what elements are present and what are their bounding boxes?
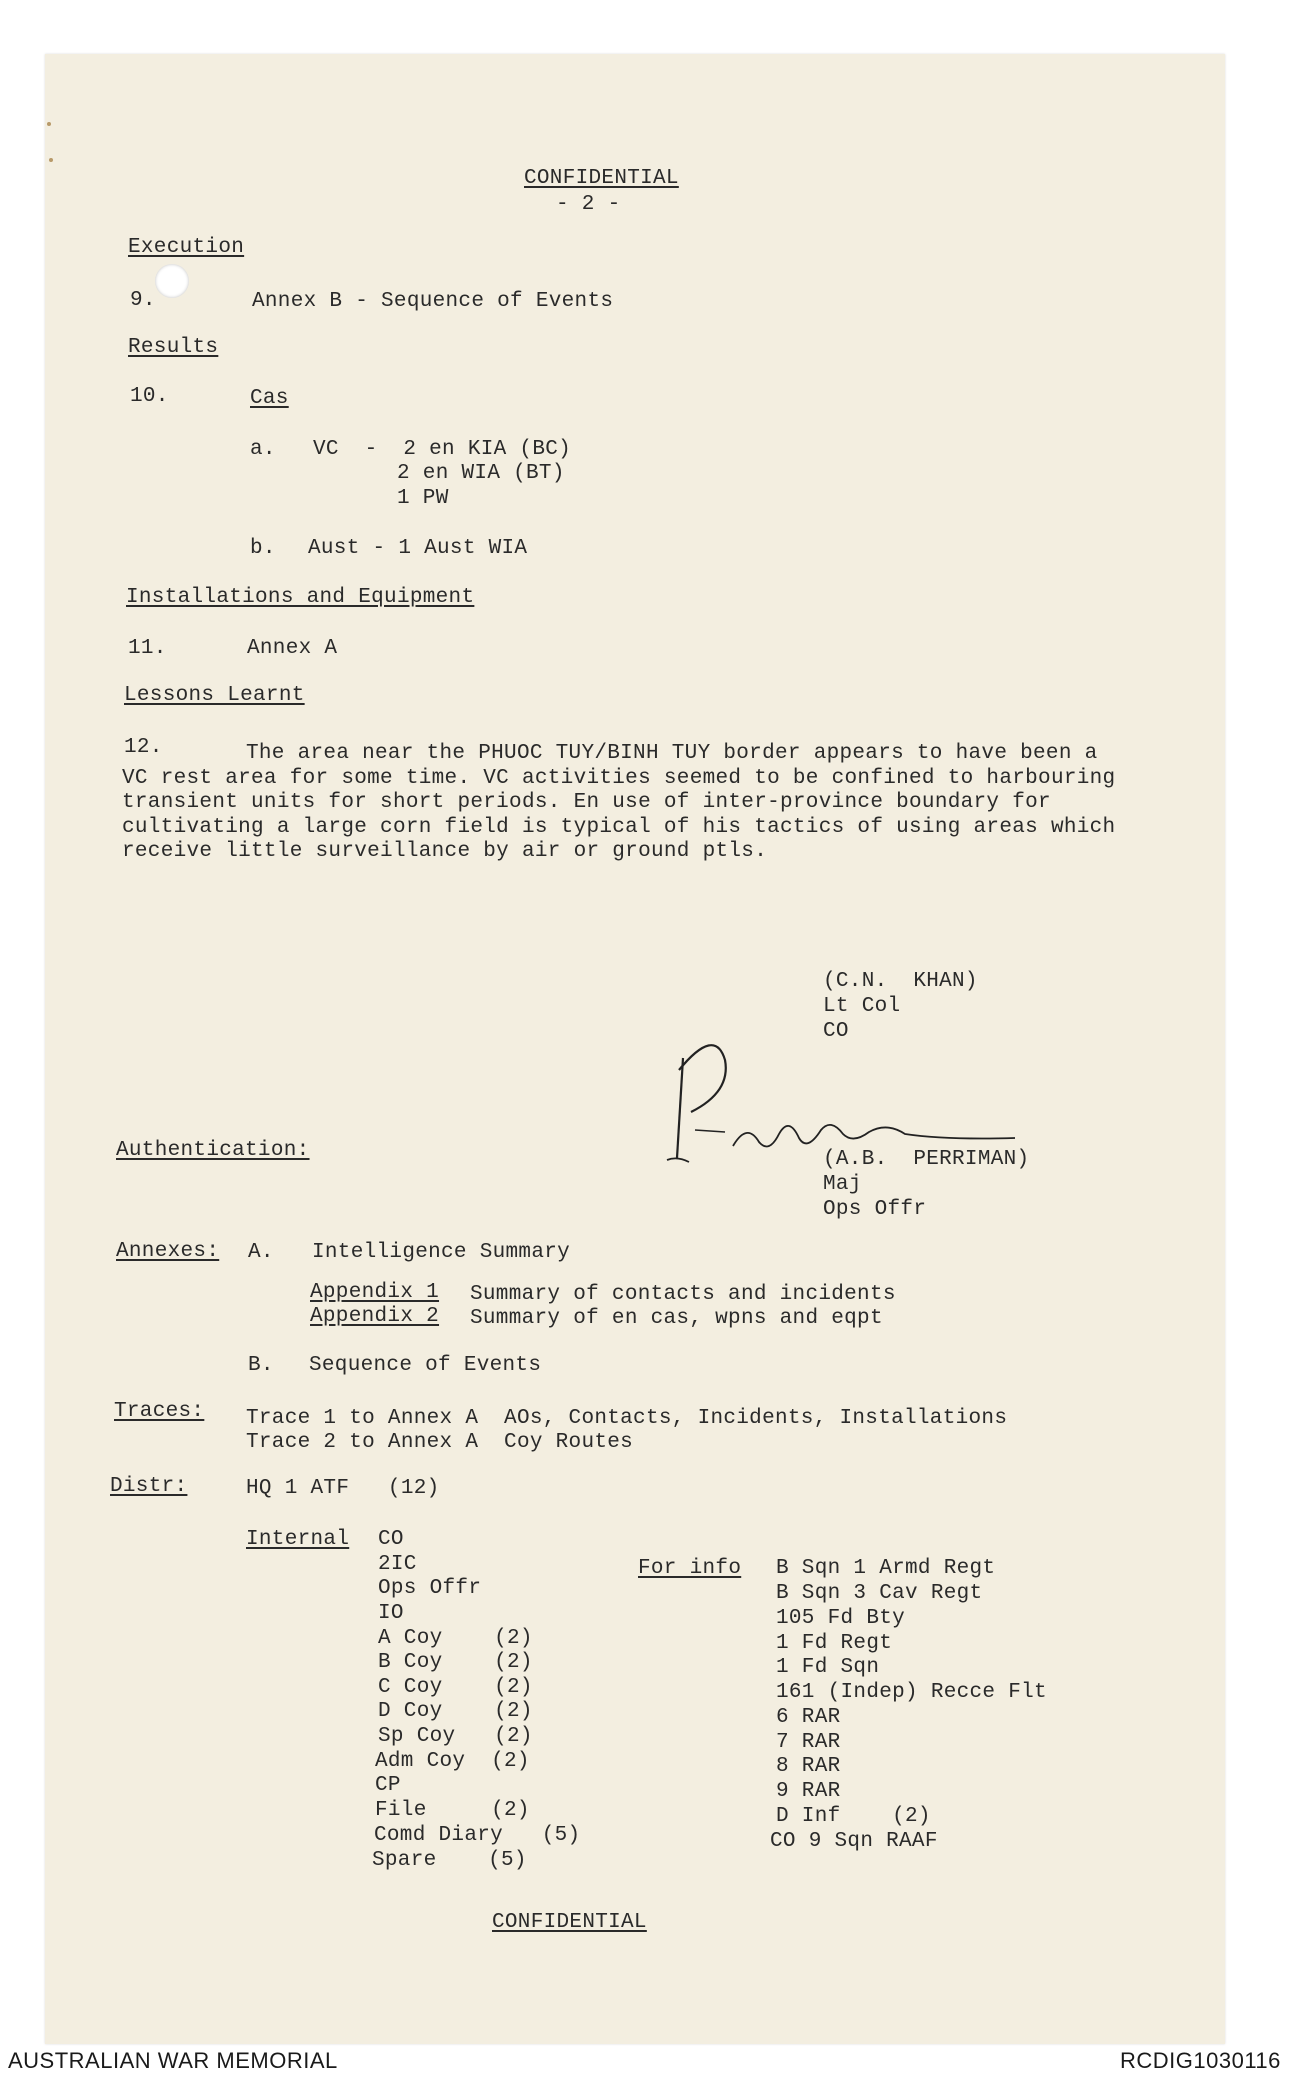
para-number: 12. [124, 736, 163, 759]
vc-casualties-line: VC - 2 en KIA (BC) [313, 438, 572, 461]
item-label: b. [250, 537, 276, 560]
aust-casualties: Aust - 1 Aust WIA [308, 537, 528, 560]
internal-label: Internal [246, 1528, 350, 1551]
annex-label: A. [248, 1241, 274, 1264]
execution-heading: Execution [128, 236, 245, 259]
cas-subheading: Cas [250, 387, 289, 410]
distr-item: File (2) [375, 1799, 530, 1822]
distr-item: B Coy (2) [378, 1651, 533, 1674]
distr-item: 2IC [378, 1553, 417, 1576]
appendix-label: Appendix 2 [310, 1305, 440, 1328]
distr-item: Sp Coy (2) [378, 1725, 533, 1748]
appendix-text: Summary of contacts and incidents [470, 1283, 896, 1306]
co-role: CO [823, 1020, 849, 1043]
authentication-label: Authentication: [116, 1139, 310, 1162]
appendix-text: Summary of en cas, wpns and eqpt [470, 1307, 883, 1330]
co-name: (C.N. KHAN) [823, 970, 978, 993]
ops-offr-name: (A.B. PERRIMAN) [823, 1148, 1030, 1171]
distr-item: 1 Fd Regt [776, 1632, 893, 1655]
distr-item: 1 Fd Sqn [776, 1656, 880, 1679]
item-label: a. [250, 438, 276, 461]
lessons-line: The area near the PHUOC TUY/BINH TUY border appears to have been a [246, 742, 1098, 765]
lessons-line: transient units for short periods. En use of inter-province boundary for [122, 791, 1051, 814]
appendix-label: Appendix 1 [310, 1281, 440, 1304]
vc-casualties-line: 1 PW [397, 487, 449, 510]
ops-offr-rank: Maj [823, 1173, 862, 1196]
distr-item: D Coy (2) [378, 1700, 533, 1723]
distr-item: A Coy (2) [378, 1627, 533, 1650]
lessons-line: receive little surveillance by air or ground ptls. [122, 840, 768, 863]
paper-mark [49, 158, 53, 162]
annex-a-text: Intelligence Summary [312, 1241, 571, 1264]
distr-item: Spare (5) [372, 1849, 527, 1872]
distr-item: CP [375, 1774, 401, 1797]
para-number: 10. [130, 385, 169, 408]
ops-offr-role: Ops Offr [823, 1198, 927, 1221]
vc-casualties-line: 2 en WIA (BT) [397, 462, 565, 485]
annex-b-text: Sequence of Events [309, 1354, 542, 1377]
archive-source: AUSTRALIAN WAR MEMORIAL [8, 2048, 338, 2073]
punch-hole [155, 264, 189, 298]
lessons-line: VC rest area for some time. VC activities seemed to be confined to harbouring [122, 767, 1116, 790]
installations-heading: Installations and Equipment [126, 586, 475, 609]
traces-label: Traces: [114, 1400, 205, 1423]
distr-item: 9 RAR [776, 1780, 841, 1803]
execution-text: Annex B - Sequence of Events [252, 290, 614, 313]
distr-item: B Sqn 1 Armd Regt [776, 1557, 996, 1580]
distr-item: 161 (Indep) Recce Flt [776, 1681, 1047, 1704]
paper-mark [47, 122, 51, 126]
lessons-line: cultivating a large corn field is typical of his tactics of using areas which [122, 816, 1116, 839]
annexes-label: Annexes: [116, 1240, 220, 1263]
annex-label: B. [248, 1354, 274, 1377]
lessons-heading: Lessons Learnt [124, 684, 305, 707]
distr-item: C Coy (2) [378, 1676, 533, 1699]
header-classification: CONFIDENTIAL [524, 167, 679, 190]
distr-item: CO 9 Sqn RAAF [770, 1830, 938, 1853]
distr-item: Comd Diary (5) [374, 1824, 581, 1847]
distr-item: 105 Fd Bty [776, 1607, 906, 1630]
co-rank: Lt Col [823, 995, 901, 1018]
for-info-label: For info [638, 1557, 742, 1580]
distr-label: Distr: [110, 1475, 188, 1498]
distr-item: Ops Offr [378, 1577, 482, 1600]
distr-item: B Sqn 3 Cav Regt [776, 1582, 983, 1605]
installations-text: Annex A [247, 637, 338, 660]
distr-item: D Inf (2) [776, 1805, 931, 1828]
trace-line: Trace 1 to Annex A AOs, Contacts, Incidents, Installations [246, 1407, 1008, 1430]
para-number: 9. [130, 289, 156, 312]
hq-distr: HQ 1 ATF (12) [246, 1477, 440, 1500]
archive-id: RCDIG1030116 [1120, 2048, 1281, 2073]
results-heading: Results [128, 336, 219, 359]
distr-item: CO [378, 1528, 404, 1551]
trace-line: Trace 2 to Annex A Coy Routes [246, 1431, 634, 1454]
distr-item: Adm Coy (2) [375, 1750, 530, 1773]
para-number: 11. [128, 637, 167, 660]
distr-item: 7 RAR [776, 1731, 841, 1754]
footer-classification: CONFIDENTIAL [492, 1911, 647, 1934]
distr-item: IO [378, 1602, 404, 1625]
page-number: - 2 - [556, 193, 621, 216]
distr-item: 6 RAR [776, 1706, 841, 1729]
distr-item: 8 RAR [776, 1755, 841, 1778]
